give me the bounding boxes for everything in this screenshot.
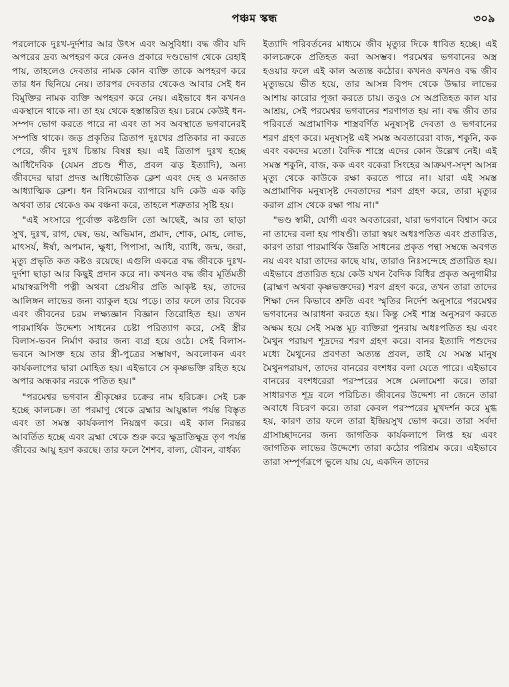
paragraph: পরলোকে দুঃখ-দুর্দশার আর উৎস এবং অসুবিধা। বদ্ধ জীব যদি অপরের দ্রব্য অপহরণ করে কেনও প্রকারে দণ্ডভোগ থেকে রেহাই পায়, তাহলেও দেবতার নামক কোন ব্যক্তি তাকে অপহরণ করে তার ধন ছিনিয়ে নেয়। তারপর দেবতার থেকেও আবার সেই ধন বিমুক্তির নামক ব্যক্তি অপহরণ করে নেয়। এইভাবে ধন কখনও একস্থানে থাকে না। তা হয় থেকে হস্তান্তরিত হয়। চরমে কেউই ধন-সম্পদ ভোগ করতে পারে না এবং তা সব অবস্থাতে ভগবানেরই সম্পত্তি থাকে। জড় প্রকৃতির ত্রিতাপ দুঃখের প্রতিকার না করতে পেরে, জীব দুঃখ চিন্তায় বিষণ্ণ হয়। এই ত্রিতাপ দুঃখ হচ্ছে আধিদৈবিক (যেমন প্রচণ্ড শীত, প্রবল ঝড় ইত্যাদি), অন্য জীবদের দ্বারা প্রদত্ত আধিভৌতিক ক্লেশ এবং দেহ ও মনজাত আধ্যাত্মিক ক্লেশ। ধন বিনিময়ের ব্যাপারে যদি কেউ এক কড়ি অথবা তার থেকেও কম বঞ্চনা করে, তাহলে শত্রুতার সৃষ্টি হয়। — [12, 39, 246, 211]
left-text-column — [12, 38, 246, 678]
paragraph: "ভণ্ড স্বামী, যোগী এবং অবতারেরা, যারা ভগবানে বিশ্বাস করে না তাদের বলা হয় পাষণ্ডী। তারা স্বয়ং অধঃপতিত এবং প্রতারিত, কারণ তারা পারমার্থিক উন্নতি সাধনের প্রকৃত পন্থা সম্বন্ধে অবগত নয় এবং যারা তাদের কাছে যায়, তারাও নিঃসন্দেহে প্রতারিত হয়। এইভাবে প্রতারিত হয়ে কেউ যখন বৈদিক বিধির প্রকৃত অনুগামীর (ব্রাহ্মণ অথবা কৃষ্ণভক্তদের) শরণ গ্রহণ করে, তখন তারা তাদের শিক্ষা দেন কিভাবে শ্রুতি এবং স্মৃতির নির্দেশ অনুসারে পরমেশ্বর ভগবানের আরাধনা করতে হয়। কিন্তু সেই শাস্ত্র অনুসরণ করতে অক্ষম হয়ে সেই সমস্ত মূঢ় ব্যক্তিরা পুনরায় অধঃপতিত হয় এবং মৈথুন পরায়ণ শূদ্রদের শরণ গ্রহণ করে। বানর ইত্যাদি পশুদের মধ্যে মৈথুনের প্রবণতা অত্যন্ত প্রবল, তাই যে সমস্ত মানুষ মৈথুনপরায়ণ, তাদের বানরের বংশধর বলা যেতে পারে। এইভাবে বানরের বংশধরেরা পরস্পরের সঙ্গে মেলামেশা করে। তারা সাধারণত শূদ্র বলে পরিচিত। জীবনের উদ্দেশ্য না জেনে তারা অবাধে বিচরণ করে। তারা কেবল পরস্পরের মুখদর্শন করে মুগ্ধ হয়, কারণ তার ফলে তারা ইন্দ্রিয়সুখ ভোগ করে। তারা সর্বদা গ্রাসাচ্ছাদনের জন্য জাগতিক কার্যকলাপে লিপ্ত হয় এবং জাগতিক লাভের উদ্দেশ্যে তারা কঠোর পরিশ্রম করে। এইভাবে তারা সম্পূর্ণরূপে ভুলে যায় যে, একদিন তাদের — [263, 215, 497, 468]
page-number: ৩০৯ — [473, 12, 495, 25]
paragraph: "পরমেশ্বর ভগবান শ্রীকৃষ্ণের চক্রের নাম হরিচক্র। সেই চক্র হচ্ছে কালচক্র। তা পরমাণু থেকে ব্রহ্মার আয়ুষ্কাল পর্যন্ত বিস্তৃত এবং তা সমস্ত কার্যকলাপ নিয়ন্ত্রণ করে। এই কাল নিরন্তর আবর্তিত হচ্ছে এবং ব্রহ্মা থেকে শুরু করে ক্ষুদ্রাতিক্ষুদ্র তৃণ পর্যন্ত জীবের আয়ু হরণ করছে। তার ফলে শৈশব, বাল্য, যৌবন, বার্ধক্য — [12, 391, 246, 457]
right-text-column — [263, 38, 497, 678]
running-header-title: পঞ্চম স্কন্ধ — [231, 12, 278, 25]
paragraph: "এই সংসারে পূর্বোক্ত কষ্টগুলি তো আছেই, আর তা ছাড়া সুখ, দুঃখ, রাগ, দ্বেষ, ভয়, অভিমান, প্রমাদ, শোক, মোহ, লোভ, মাৎসর্য, ঈর্ষা, অপমান, ক্ষুধা, পিপাসা, আধি, ব্যাধি, জন্ম, জরা, মৃত্যু প্রভৃতি কত কষ্টও রয়েছে। এগুলি একত্রে বদ্ধ জীবকে দুঃখ-দুর্দশা ছাড়া আর কিছুই প্রদান করে না। কখনও বদ্ধ জীব মূর্তিমতী মায়াস্বরূপিণী পত্নী অথবা প্রেয়সীর প্রতি আকৃষ্ট হয়, তাদের আলিঙ্গন লাভের জন্য ব্যাকুল হয়ে পড়ে। তার ফলে তার বিবেক এবং জীবনের চরম লক্ষ্যজ্ঞান বিজ্ঞান তিরোহিত হয়। তখন পারমার্থিক উদ্দেশ্য সাধনের চেষ্টা পরিত্যাগ করে, সেই স্ত্রীর বিলাস-ভবন নির্মাণ করার জন্য ব্যগ্র হয়ে ওঠে। সেই বিলাস-ভবনে আসক্ত হয়ে তার স্ত্রী-পুত্রের সম্ভাষণ, অবলোকন এবং কার্যকলাপের দ্বারা মোহিত হয়। এইভাবে সে কৃষ্ণভক্তি রহিত হয়ে অপার অন্ধকার নরকে পতিত হয়।" — [12, 215, 246, 388]
paragraph: ইত্যাদি পরিবর্তনের মাধ্যমে জীব মৃত্যুর দিকে ধাবিত হচ্ছে। এই কালচক্রকে প্রতিহত করা অসম্ভব। পরমেশ্বর ভগবানের অস্ত্র হওয়ার ফলে এই কাল অত্যন্ত কঠোর। কখনও কখনও বদ্ধ জীব মৃত্যুভয়ে ভীত হয়ে, তার আসন্ন বিপদ থেকে উদ্ধার লাভের আশায় কারোর পূজা করতে চায়। তবুও সে অপ্রতিহত কাল যার আশ্রয়, সেই পরমেশ্বর ভগবানের শরণাগত হয় না। বদ্ধ জীব তার পরিবর্তে অপ্রামাণিক শাস্ত্রবর্ণিত মনুষ্যসৃষ্ট দেবতা ও ভগবানের শরণ গ্রহণ করে। মনুষ্যসৃষ্ট এই সমস্ত অবতারেরা বাজ, শকুনি, কক এবং বকদের মতো। বৈদিক শাস্ত্রে এদের কোন উল্লেখ নেই। এই সমস্ত শকুনি, বাজ, কক এবং বকেরা সিংহের আক্রমণ-সদৃশ আসন্ন মৃত্যু থেকে কাউকে রক্ষা করতে পারে না। যারা এই সমস্ত অপ্রামাণিক মনুষ্যসৃষ্ট দেবতাদের শরণ গ্রহণ করে, তারা মৃত্যুর করাল গ্রাস থেকে রক্ষা পায় না।" — [263, 39, 497, 211]
